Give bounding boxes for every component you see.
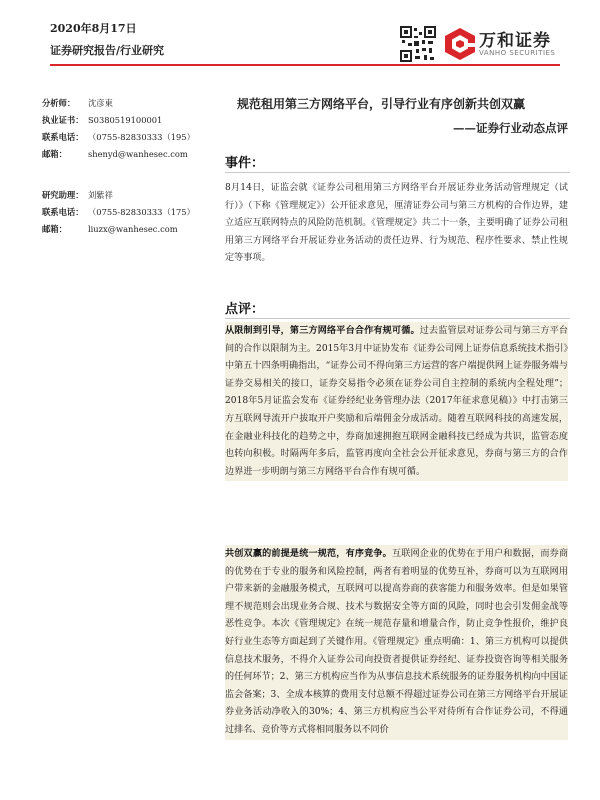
email-label: 邮箱： [42,224,67,234]
report-category: 证券研究报告/行业研究 [50,44,165,57]
license-number: S0380519100001 [88,115,163,125]
event-paragraph: 8月14日，证监会就《证券公司租用第三方网络平台开展证券业务活动管理规定（试行）》（下称《管理规定》）公开征求意见，厘清证券公司与第三方机构的合作边界，建立适应互联网特点的风险防范机制。《管理规定》共二十一条，主要明确了证券公司租用第三方网络平台开展证券业务活动的责任边界、行为规范、程序性要求、禁止性规定等事项。 [225,183,568,264]
email-label: 邮箱： [42,149,67,159]
comment-paragraph-1-body: 过去监管层对证券公司与第三方平台间的合作以限制为主。2015年3月中证协发布《证券公司网上证券信息系统技术指引》中第五十四条明确指出，“证券公司不得向第三方运营的客户端提供网上证券服务端与证券交易相关的接口，证券交易指令必须在证券公司自主控制的系统内全程处理”；2018年5月证监会发布《证券经纪业务管理办法（2017年征求意见稿）》中打击第三方互联网导流开户拔取开户奖励和后端佣金分成活动。随着互联网科技的高速发展，在金融业科技化的趋势之中，券商加速拥抱互联网金融科技已经成为共识，监管态度也转向积极。时隔两年多后，监管再度向全社会公开征求意见，券商与第三方的合作边界进一步明朗与第三方网络平台合作有规可循。 [225,326,568,477]
assistant-phone-row [42,204,202,221]
logo-en-text: VANHO SECURITIES [479,49,556,57]
analyst-name-row [42,95,202,112]
phone-label: 联系电话： [42,207,84,217]
analyst-phone: （0755-82830333（195） [88,132,195,142]
report-title: 规范租用第三方网络平台，引导行业有序创新共创双赢 [237,97,526,111]
vanho-logo-icon [443,26,477,62]
comment-paragraph-2-body: 互联网企业的优势在于用户和数据，而券商的优势在于专业的服务和风险控制，两者有着明显的优势互补，券商可以为互联网用户带来新的金融服务模式，互联网可以提高券商的获客能力和服务效率。但是如果管理不规范则会出现业务合规、技术与数据安全等方面的风险，同时也会引发佣金战等恶性竞争。本次《管理规定》在统一规范存量和增量合作，防止竞争性报价，维护良好行业生态等方面起到了关键作用。《管理规定》重点明确：1、第三方机构可以提供信息技术服务，不得介入证券公司向投资者提供证券经纪、证券投资咨询等相关服务的任何环节；2、第三方机构应当作为从事信息技术系统服务的证券服务机构向中国证监会备案；3、全成本核算的费用支付总额不得超过证券公司在第三方网络平台开展证券业务活动净收入的30%；4、第三方机构应当公平对待所有合作证券公司，不得通过排名、竞价等方式将相同服务以不同价 [225,549,568,735]
report-date: 2020年8月17日 [50,22,137,35]
qr-code-icon [400,26,436,62]
license-label: 执业证书： [42,115,84,125]
analyst-email[interactable]: shenyd@wanhesec.com [88,149,188,159]
comment-divider [225,318,570,319]
assistant-phone: （0755-82830333（175） [88,207,195,217]
analyst-label: 分析师： [42,98,76,108]
assistant-label: 研究助理： [42,190,84,200]
assistant-email-row [42,221,202,238]
phone-label: 联系电话： [42,132,84,142]
logo-cn-text: 万和证券 [479,31,551,51]
event-heading: 事件： [225,156,265,171]
analyst-info [42,95,202,238]
comment-paragraph-2-lead: 共创双赢的前提是统一规范，有序竞争。 [225,548,392,559]
comment-paragraph-2 [225,545,568,740]
analyst-phone-row [42,129,202,146]
vanho-logo [443,24,563,64]
analyst-email-row [42,146,202,163]
report-subtitle: ——证券行业动态点评 [453,121,568,135]
assistant-name: 刘紫祥 [88,190,113,200]
header-divider [50,64,560,66]
comment-heading: 点评： [225,302,265,317]
assistant-name-row [42,187,202,204]
license-row [42,112,202,129]
comment-paragraph-1 [225,322,568,481]
comment-paragraph-1-lead: 从限制到引导，第三方网络平台合作有规可循。 [225,325,420,336]
assistant-email[interactable]: liuzx@wanhesec.com [88,224,178,234]
analyst-name: 沈彦東 [88,98,113,108]
event-divider [225,172,570,173]
